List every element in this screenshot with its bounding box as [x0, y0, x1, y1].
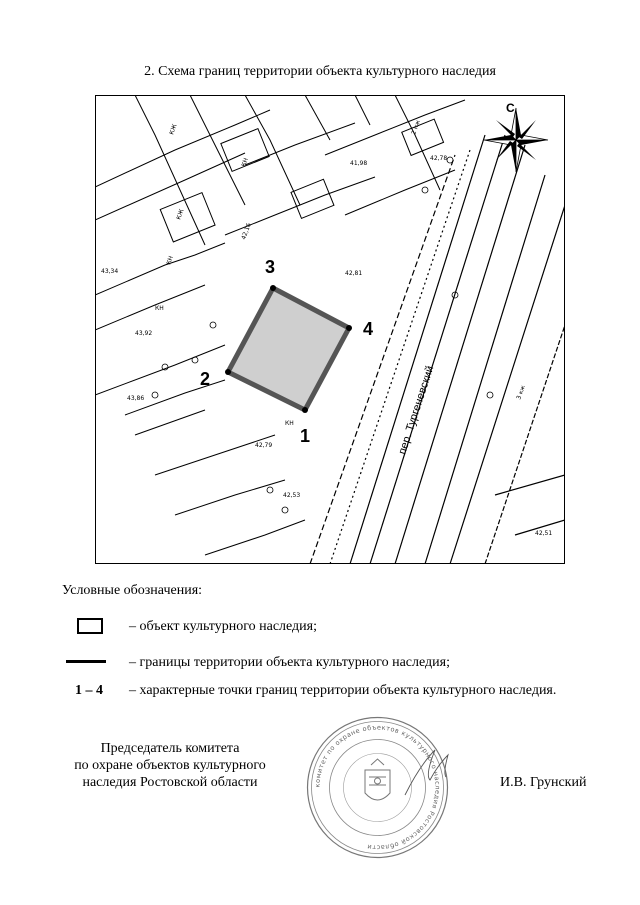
boundary-point-label-1: 1	[300, 426, 311, 446]
svg-text:42,81: 42,81	[345, 270, 363, 277]
svg-text:42,79: 42,79	[255, 442, 273, 449]
signatory-name: И.В. Грунский	[500, 775, 587, 790]
legend-heading: Условные обозначения:	[62, 583, 203, 598]
svg-text:КН: КН	[240, 157, 250, 168]
signatory-title-line-3: наследия Ростовской области	[82, 775, 258, 790]
svg-text:КЖ: КЖ	[175, 208, 186, 221]
svg-text:комитет по охране объектов кул	[313, 723, 441, 851]
svg-text:43,92: 43,92	[135, 330, 153, 337]
boundary-point-label-2: 2	[200, 369, 211, 389]
boundary-point-marker-1	[302, 407, 308, 413]
svg-text:КЖ: КЖ	[168, 123, 179, 136]
boundary-point-marker-3	[270, 285, 276, 291]
official-seal	[305, 715, 450, 860]
svg-text:42,78: 42,78	[430, 155, 448, 162]
signatory-title-line-2: по охране объектов культурного	[74, 758, 266, 773]
svg-text:2 нж: 2 нж	[410, 119, 423, 136]
svg-text:41,98: 41,98	[350, 160, 368, 167]
boundary-point-label-3: 3	[265, 257, 276, 277]
boundary-point-marker-2	[225, 369, 231, 375]
boundary-point-label-4: 4	[363, 319, 374, 339]
svg-text:КН: КН	[165, 255, 175, 266]
street-label: пер. Тургеневский	[396, 364, 437, 456]
legend-boundary-text: – границы территории объекта культурного наследия;	[129, 655, 450, 670]
svg-text:43,86: 43,86	[127, 395, 145, 402]
page-title: 2. Схема границ территории объекта культурного наследия	[144, 64, 496, 79]
legend-boundary-symbol	[66, 660, 106, 663]
svg-text:3 кж: 3 кж	[515, 384, 527, 401]
signatory-title-line-1: Председатель комитета	[100, 741, 240, 756]
legend-object-symbol	[77, 618, 103, 634]
site-plan-map	[95, 95, 565, 564]
svg-text:КН: КН	[155, 305, 164, 312]
svg-text:42,51: 42,51	[535, 530, 553, 537]
coat-of-arms-icon	[365, 759, 390, 800]
seal-text: комитет по охране объектов культурного наследия Ростовской области	[313, 723, 442, 852]
signatory-title	[40, 740, 300, 791]
svg-text:42,53: 42,53	[283, 492, 301, 499]
svg-text:КН: КН	[285, 420, 294, 427]
boundary-point-marker-4	[346, 325, 352, 331]
svg-text:43,34: 43,34	[101, 268, 119, 275]
legend-points-symbol: 1 – 4	[75, 683, 103, 698]
legend-object-text: – объект культурного наследия;	[129, 619, 317, 634]
legend-points-text: – характерные точки границ территории объекта культурного наследия.	[129, 683, 557, 698]
north-label: С	[506, 101, 515, 115]
svg-text:42,16: 42,16	[240, 222, 253, 241]
